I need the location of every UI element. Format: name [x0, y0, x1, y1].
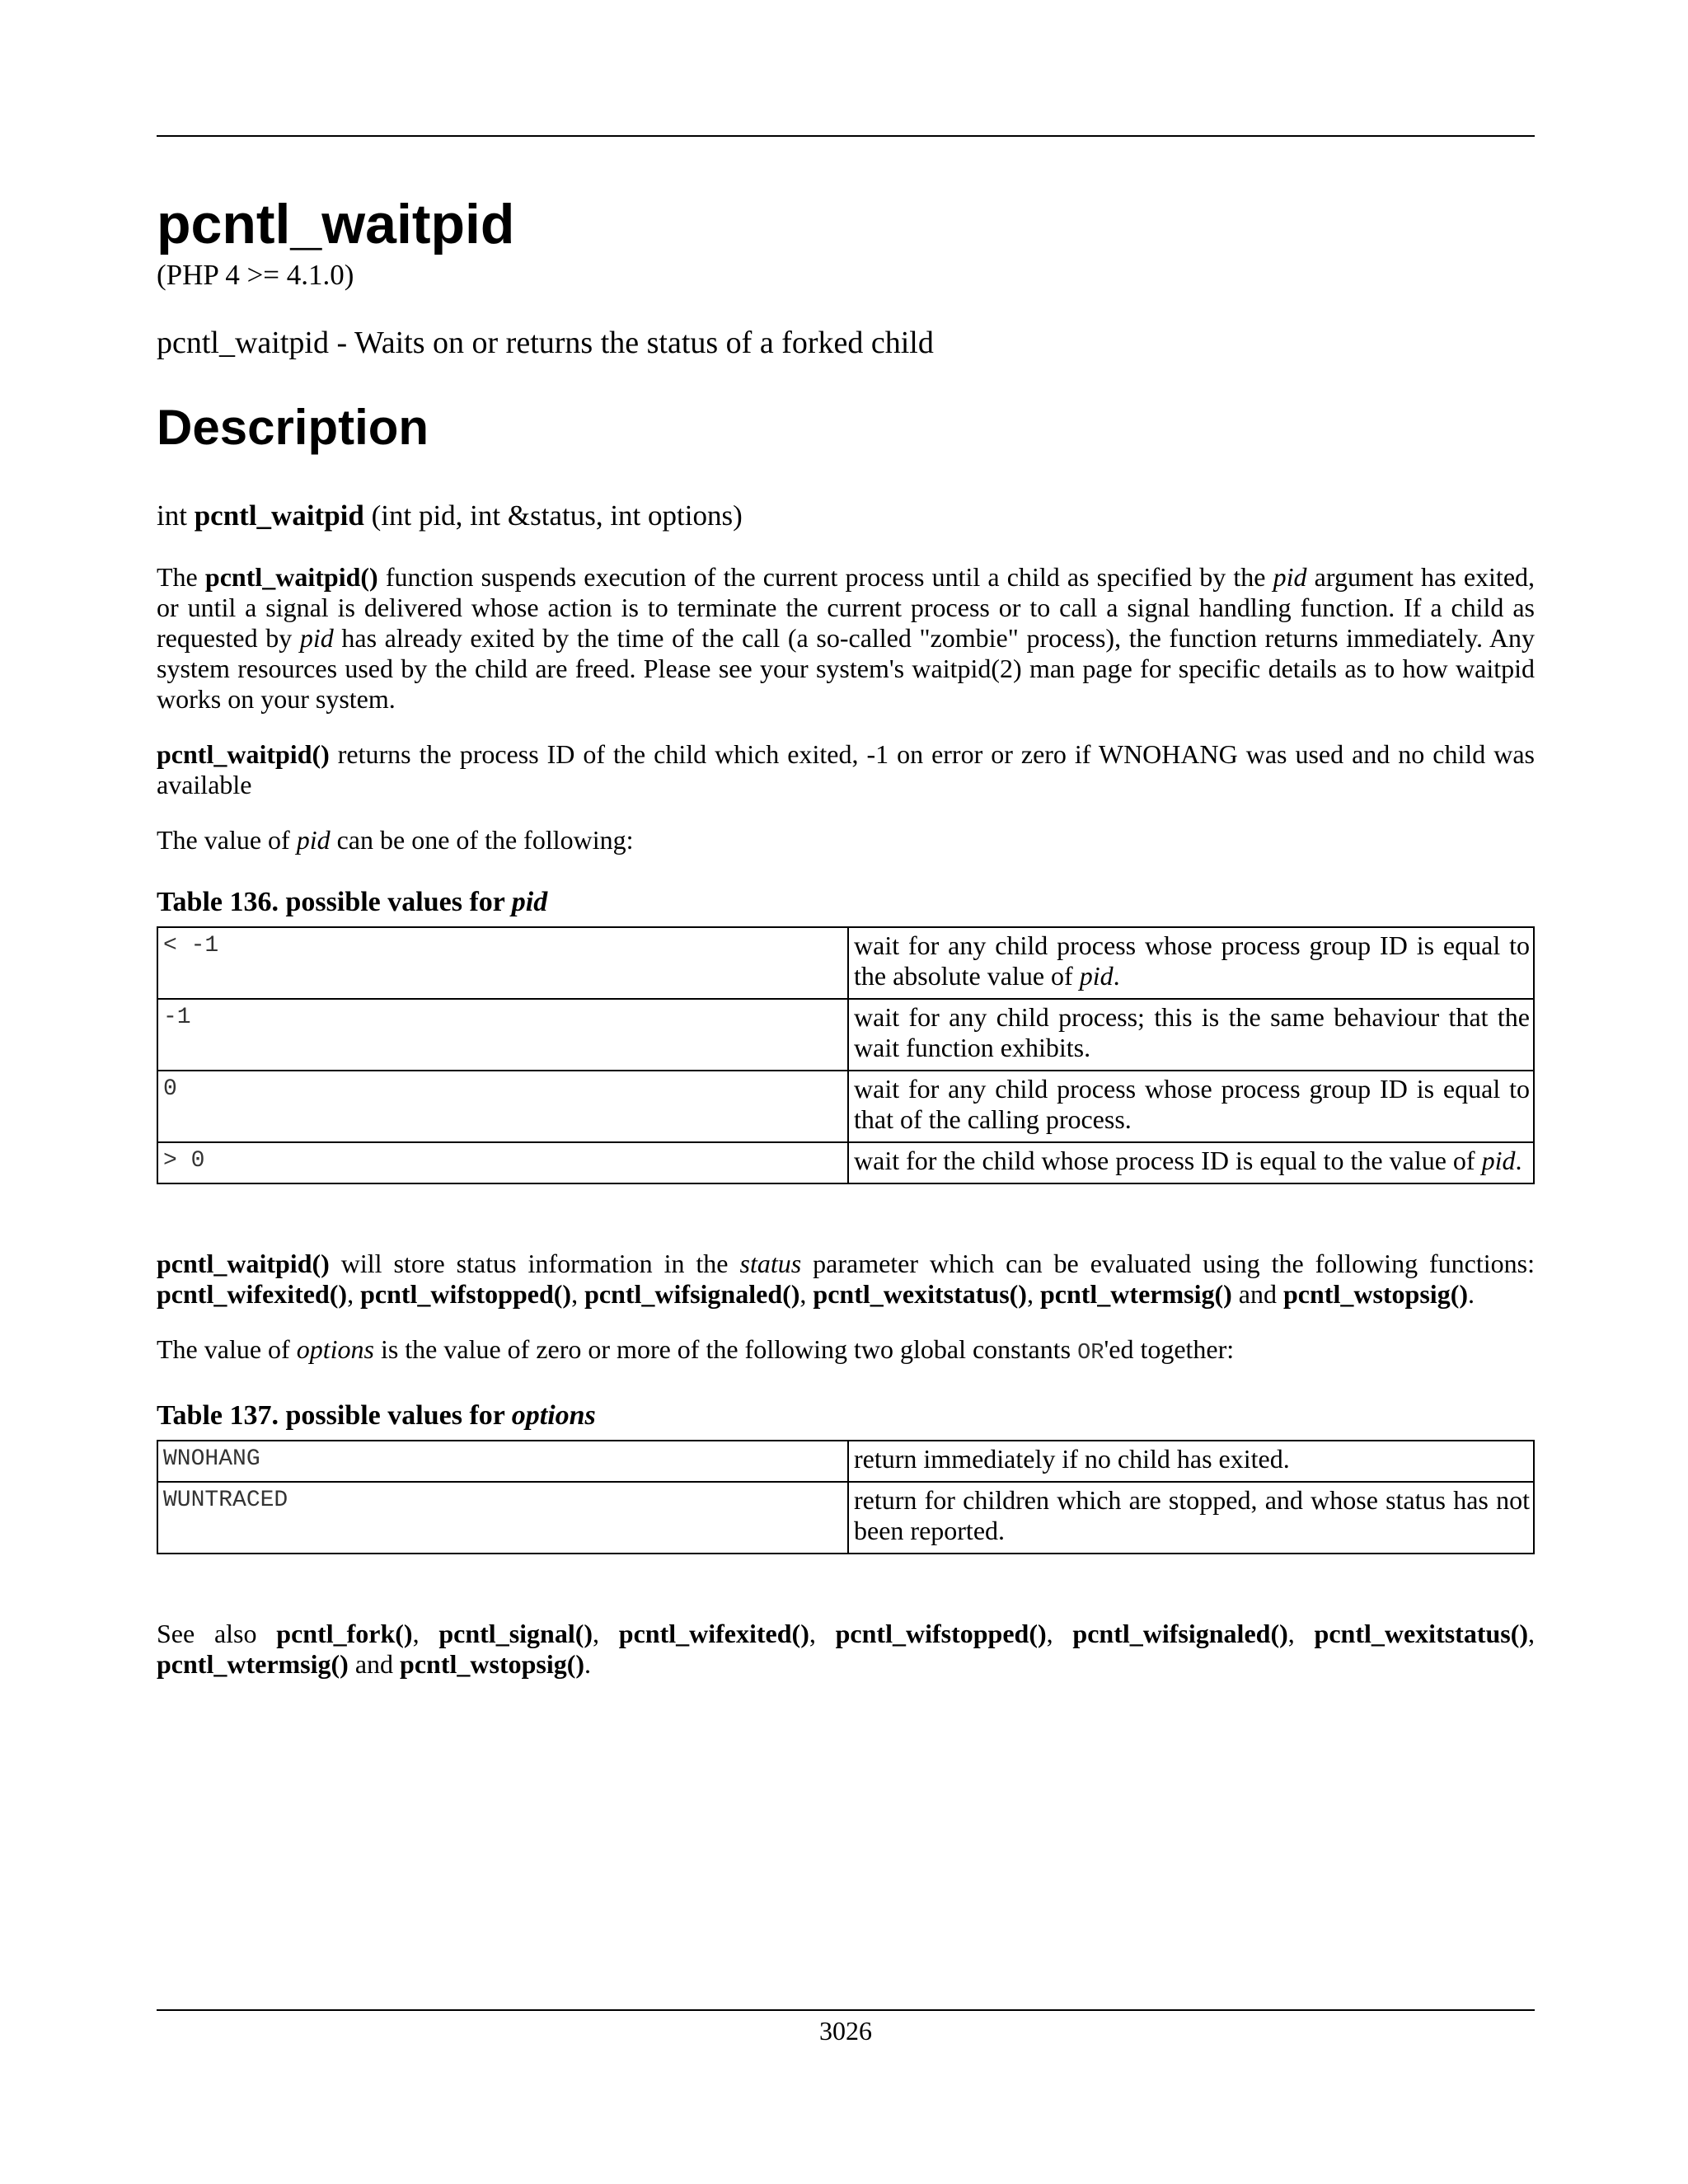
param-ref: pid: [299, 623, 334, 653]
section-heading-description: Description: [157, 400, 429, 455]
table-caption-137: [157, 1400, 1535, 1432]
paragraph-return-value: [157, 739, 1535, 800]
synopsis-return-type: int: [157, 499, 195, 532]
function-ref: pcntl_wifexited(): [157, 1279, 348, 1309]
description-cell: [848, 1482, 1534, 1554]
function-link[interactable]: pcntl_signal(): [438, 1619, 593, 1648]
function-synopsis: [157, 499, 1535, 532]
function-ref: pcntl_wstopsig(): [1282, 1279, 1468, 1309]
caption-text: Table 137. possible values for: [157, 1400, 512, 1431]
text-run: The: [157, 562, 205, 592]
param-ref: pid: [1273, 562, 1307, 592]
version-info: (PHP 4 >= 4.1.0): [157, 259, 354, 291]
text-run: ,: [593, 1619, 619, 1648]
description-text-end: .: [1515, 1146, 1522, 1175]
text-run: See also: [157, 1619, 277, 1648]
function-ref: pcntl_wexitstatus(): [813, 1279, 1027, 1309]
text-run: will store status information in the: [329, 1249, 740, 1278]
description-cell: [848, 1071, 1534, 1142]
table-row: [157, 1482, 1534, 1554]
description-text: wait for any child process; this is the same behaviour that the wait function exhibits.: [854, 1002, 1530, 1062]
text-run: and: [348, 1649, 401, 1679]
function-ref: pcntl_wifsignaled(): [584, 1279, 800, 1309]
text-run: ,: [347, 1279, 361, 1309]
table-row: [157, 1142, 1534, 1183]
value-cell: -1: [157, 999, 848, 1071]
page-number: 3026: [819, 2016, 872, 2046]
function-ref: pcntl_wtermsig(): [1039, 1279, 1232, 1309]
description-text: wait for the child whose process ID is equal to the value of: [854, 1146, 1482, 1175]
function-ref: pcntl_waitpid(): [157, 1249, 330, 1278]
text-run: The value of: [157, 825, 297, 855]
function-link[interactable]: pcntl_wstopsig(): [400, 1649, 585, 1679]
description-cell: [848, 999, 1534, 1071]
description-text: wait for any child process whose process group ID is equal to that of the calling process.: [854, 1074, 1530, 1134]
text-run: can be one of the following:: [330, 825, 634, 855]
value-cell: 0: [157, 1071, 848, 1142]
value-cell: WUNTRACED: [157, 1482, 848, 1554]
text-run: has already exited by the time of the call (a so-called "zombie" process), the function returns immediately. Any system resources used by the child are freed. Please see your system's waitpid(2) man page for specific details as to how waitpid works on your system.: [157, 623, 1536, 714]
pid-values-table: [157, 926, 1535, 1184]
function-link[interactable]: pcntl_wifsignaled(): [1072, 1619, 1288, 1648]
caption-text: Table 136. possible values for: [157, 887, 512, 917]
text-run: ,: [571, 1279, 585, 1309]
function-ref: pcntl_waitpid(): [157, 739, 330, 769]
value-cell: < -1: [157, 927, 848, 999]
function-ref: pcntl_waitpid(): [204, 562, 378, 592]
table-caption-136: [157, 887, 1535, 918]
function-link[interactable]: pcntl_wifstopped(): [835, 1619, 1047, 1648]
ref-purpose-text: Waits on or returns the status of a forked child: [354, 326, 934, 360]
function-link[interactable]: pcntl_wifexited(): [618, 1619, 809, 1648]
paragraph-see-also: [157, 1619, 1535, 1680]
paragraph-pid-intro: [157, 825, 1535, 855]
options-values-table: [157, 1440, 1535, 1554]
footer-rule: [157, 2009, 1535, 2011]
text-run: ,: [412, 1619, 439, 1648]
param-ref: pid: [296, 825, 331, 855]
text-run: and: [1231, 1279, 1283, 1309]
param-ref: status: [739, 1249, 802, 1278]
text-run: .: [584, 1649, 592, 1679]
function-link[interactable]: pcntl_fork(): [276, 1619, 413, 1648]
description-text: return immediately if no child has exited.: [854, 1444, 1290, 1474]
paragraph-status: [157, 1249, 1535, 1310]
caption-param: pid: [511, 887, 548, 917]
text-run: .: [1468, 1279, 1475, 1309]
synopsis-params: (int pid, int &status, int options): [363, 499, 743, 532]
page-title: pcntl_waitpid: [157, 193, 515, 255]
function-link[interactable]: pcntl_wexitstatus(): [1314, 1619, 1529, 1648]
description-cell: [848, 1441, 1534, 1482]
page-content: [157, 186, 1535, 1680]
ref-separator: -: [328, 326, 354, 360]
text-run: 'ed together:: [1104, 1334, 1235, 1364]
synopsis-function-name: pcntl_waitpid: [194, 499, 364, 532]
value-cell: WNOHANG: [157, 1441, 848, 1482]
text-run: argument has exited, or until a signal is delivered whose action is to terminate the current process or to call a signal handling function. If a child as requested by: [157, 562, 1536, 653]
paragraph-behavior: [157, 562, 1535, 715]
text-run: ,: [1287, 1619, 1315, 1648]
value-cell: > 0: [157, 1142, 848, 1183]
text-run: The value of: [157, 1334, 297, 1364]
table-row: [157, 927, 1534, 999]
description-cell: [848, 927, 1534, 999]
paragraph-options-intro: [157, 1334, 1535, 1369]
param-ref: pid: [1481, 1146, 1516, 1175]
param-ref: options: [296, 1334, 374, 1364]
text-run: ,: [809, 1619, 836, 1648]
text-run: ,: [1528, 1619, 1536, 1648]
ref-name: pcntl_waitpid: [157, 326, 329, 360]
param-ref: pid: [1079, 961, 1114, 991]
text-run: ,: [1026, 1279, 1040, 1309]
text-run: ,: [799, 1279, 814, 1309]
function-ref: pcntl_wifstopped(): [360, 1279, 572, 1309]
table-row: [157, 999, 1534, 1071]
ref-purpose: [157, 325, 1535, 361]
header-rule: [157, 135, 1535, 137]
text-run: returns the process ID of the child which exited, -1 on error or zero if WNOHANG was used and no child was available: [157, 739, 1535, 799]
text-run: parameter which can be evaluated using the following functions:: [801, 1249, 1536, 1278]
table-row: [157, 1441, 1534, 1482]
description-cell: [848, 1142, 1534, 1183]
text-run: function suspends execution of the current process until a child as specified by the: [377, 562, 1273, 592]
constant-ref: OR: [1077, 1341, 1104, 1366]
description-text: wait for any child process whose process group ID is equal to the absolute value of: [854, 930, 1530, 991]
text-run: ,: [1046, 1619, 1073, 1648]
text-run: is the value of zero or more of the following two global constants: [373, 1334, 1078, 1364]
caption-param: options: [511, 1400, 596, 1431]
table-row: [157, 1071, 1534, 1142]
description-text: return for children which are stopped, and whose status has not been reported.: [854, 1485, 1530, 1545]
description-text-end: .: [1113, 961, 1120, 991]
function-link[interactable]: pcntl_wtermsig(): [157, 1649, 349, 1679]
